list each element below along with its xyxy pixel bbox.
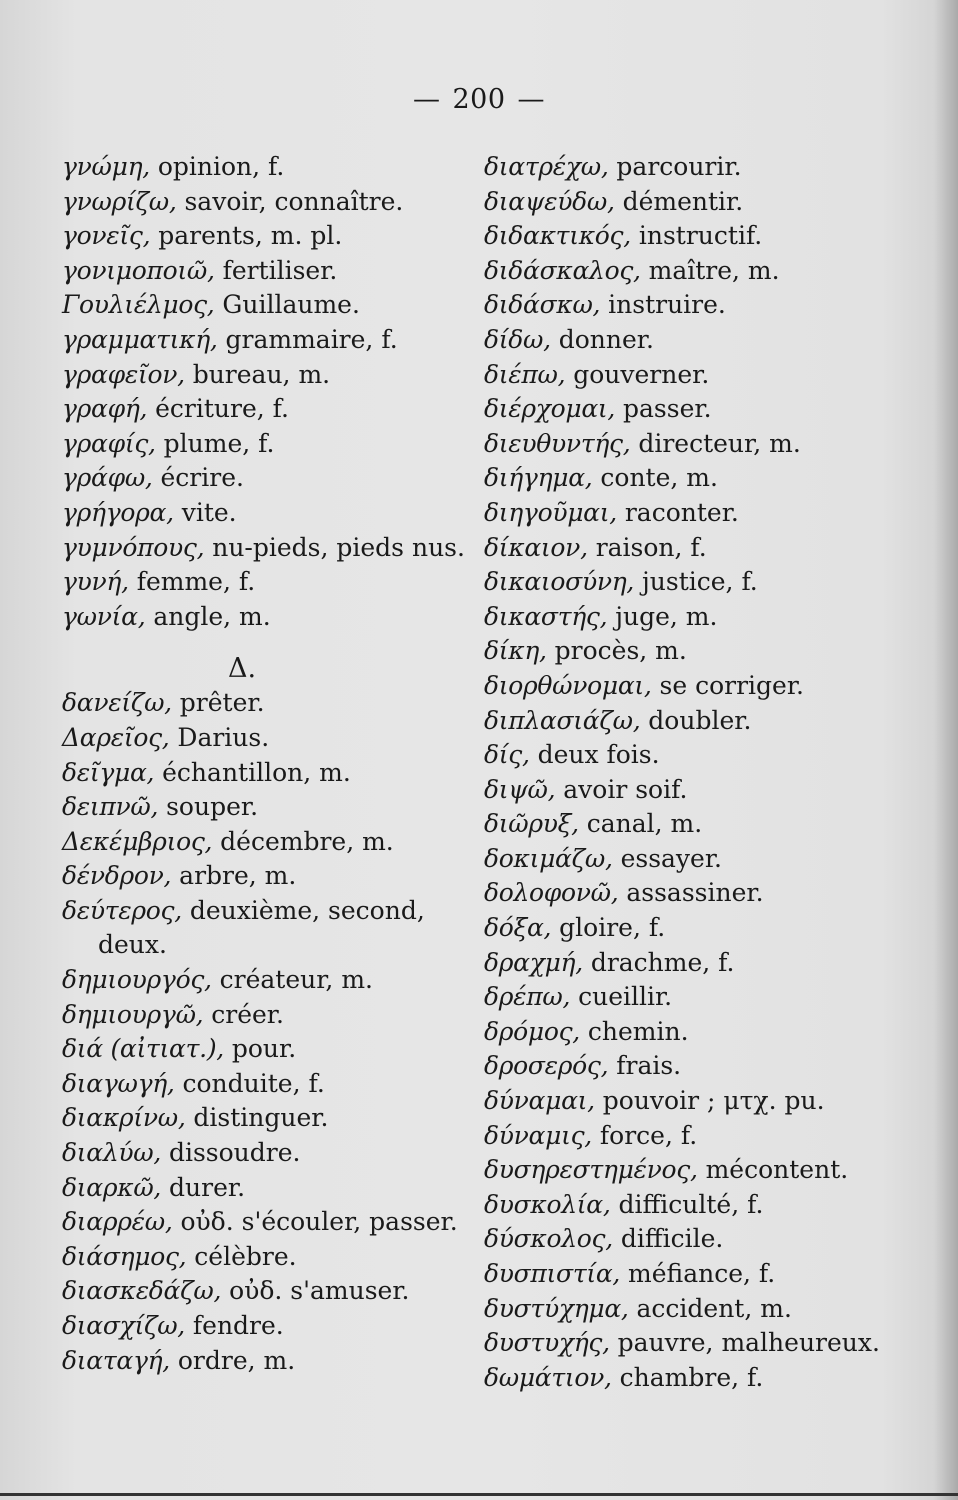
dictionary-entry: [484, 1292, 884, 1327]
dictionary-entry: [484, 427, 884, 462]
left-entries-delta: [62, 686, 462, 1378]
greek-headword: δραχμή,: [484, 947, 583, 977]
greek-headword: δυστυχής,: [484, 1328, 610, 1358]
dictionary-entry: [62, 392, 462, 427]
right-column: [484, 150, 884, 1395]
dictionary-entry: [62, 1240, 462, 1275]
greek-headword: διψῶ,: [484, 774, 556, 804]
french-translation: pour.: [231, 1034, 297, 1064]
greek-headword: γυμνόπους,: [62, 532, 205, 562]
dictionary-entry: [62, 1205, 462, 1240]
french-translation: οὐδ. s'écouler, passer.: [180, 1207, 458, 1237]
greek-headword: γονεῖς,: [62, 221, 151, 251]
dictionary-entry: [484, 1361, 884, 1396]
header-dash-right: —: [517, 84, 546, 115]
dictionary-entry: [62, 427, 462, 462]
dictionary-entry: [62, 859, 462, 894]
french-translation: pouvoir ; μτχ. pu.: [602, 1086, 825, 1116]
greek-headword: διέπω,: [484, 359, 566, 389]
dictionary-entry: [484, 1015, 884, 1050]
dictionary-entry: [484, 254, 884, 289]
greek-headword: διά (αἰτιατ.),: [62, 1034, 224, 1064]
dictionary-entry: [484, 1153, 884, 1188]
french-translation: cueillir.: [578, 982, 673, 1012]
french-translation: fertiliser.: [222, 255, 338, 285]
french-translation: grammaire, f.: [225, 324, 398, 354]
french-translation: passer.: [623, 394, 712, 424]
greek-headword: δίδω,: [484, 324, 551, 354]
greek-headword: δυσκολία,: [484, 1189, 611, 1219]
greek-headword: διακρίνω,: [62, 1103, 186, 1133]
french-translation: parents, m. pl.: [158, 221, 343, 251]
greek-headword: διαψεύδω,: [484, 186, 615, 216]
dictionary-entry: [62, 531, 465, 566]
dictionary-entry: [484, 565, 884, 600]
dictionary-entry: [62, 894, 462, 929]
dictionary-entry: [62, 998, 462, 1033]
dictionary-entry: [484, 669, 884, 704]
french-translation: force, f.: [599, 1120, 698, 1150]
dictionary-entry: [62, 825, 462, 860]
dictionary-entry: [62, 790, 462, 825]
greek-headword: δημιουργός,: [62, 965, 212, 995]
greek-headword: δεῖγμα,: [62, 757, 155, 787]
greek-headword: δύσκολος,: [484, 1224, 613, 1254]
dictionary-entry: [484, 358, 884, 393]
french-translation: durer.: [169, 1172, 246, 1202]
greek-headword: διάσημος,: [62, 1241, 187, 1271]
dictionary-entry: [484, 876, 884, 911]
dictionary-entry: [484, 150, 884, 185]
french-translation: ordre, m.: [177, 1345, 296, 1375]
french-translation: distinguer.: [193, 1103, 329, 1133]
french-translation: souper.: [166, 792, 259, 822]
french-translation: femme, f.: [136, 567, 256, 597]
greek-headword: δεύτερος,: [62, 895, 182, 925]
dictionary-entry: [62, 358, 462, 393]
dictionary-entry: [62, 1067, 462, 1102]
french-translation: avoir soif.: [563, 774, 688, 804]
french-translation: maître, m.: [648, 255, 780, 285]
greek-headword: δρόμος,: [484, 1016, 580, 1046]
french-translation: parcourir.: [616, 152, 742, 181]
dictionary-entry: [62, 185, 462, 220]
french-translation: gouverner.: [573, 359, 710, 389]
french-translation: gloire, f.: [559, 913, 666, 943]
french-translation: directeur, m.: [638, 428, 801, 458]
dictionary-entry: [484, 704, 884, 739]
french-translation: difficile.: [620, 1224, 724, 1254]
french-translation: Darius.: [177, 722, 270, 752]
page-number: 200: [452, 84, 506, 115]
greek-headword: γραμματική,: [62, 324, 218, 354]
french-translation: juge, m.: [615, 601, 718, 631]
greek-headword: Γουλιέλμος,: [62, 290, 215, 320]
french-translation: méfiance, f.: [628, 1259, 776, 1288]
french-translation: οὐδ. s'amuser.: [229, 1276, 410, 1306]
dictionary-entry: [484, 807, 884, 842]
french-translation: écrire.: [160, 463, 244, 493]
greek-headword: δίς,: [484, 740, 530, 770]
dictionary-entry: [62, 1309, 462, 1344]
left-entries-gamma: [62, 150, 465, 634]
greek-headword: γνωρίζω,: [62, 186, 177, 216]
greek-headword: γραφίς,: [62, 428, 156, 458]
french-translation: bureau, m.: [192, 359, 331, 389]
french-translation: dissoudre.: [168, 1138, 301, 1168]
section-heading-delta: Δ.: [227, 653, 257, 685]
french-translation: démentir.: [622, 186, 744, 216]
page-bottom-edge: [0, 1493, 958, 1496]
french-translation: écriture, f.: [155, 394, 289, 424]
dictionary-entry: [484, 323, 884, 358]
french-translation: mécontent.: [705, 1155, 849, 1185]
dictionary-entry: [484, 600, 884, 635]
dictionary-entry: [484, 946, 884, 981]
dictionary-entry: [62, 1171, 462, 1206]
french-translation: doubler.: [648, 705, 752, 735]
greek-headword: διατρέχω,: [484, 152, 609, 181]
greek-headword: διδάσκω,: [484, 290, 601, 320]
french-translation: fendre.: [192, 1311, 284, 1340]
dictionary-entry: [484, 496, 884, 531]
french-translation: arbre, m.: [179, 861, 297, 891]
greek-headword: δυσηρεστημένος,: [484, 1155, 698, 1185]
french-translation: chambre, f.: [619, 1362, 764, 1392]
dictionary-entry: [484, 1119, 884, 1154]
french-translation: procès, m.: [554, 636, 687, 666]
dictionary-entry: [62, 496, 462, 531]
french-translation: justice, f.: [642, 567, 758, 597]
greek-headword: διῶρυξ,: [484, 809, 579, 839]
french-translation: nu-pieds, pieds nus.: [212, 532, 465, 562]
french-translation: raconter.: [624, 497, 739, 527]
greek-headword: γραφή,: [62, 394, 148, 424]
dictionary-entry: [484, 738, 884, 773]
french-translation: opinion, f.: [157, 152, 285, 181]
greek-headword: δοκιμάζω,: [484, 843, 613, 873]
french-translation: deux fois.: [537, 740, 660, 770]
french-translation: deux.: [98, 930, 167, 960]
page-number-header: [0, 84, 958, 115]
dictionary-entry: [62, 1101, 462, 1136]
greek-headword: διασχίζω,: [62, 1311, 185, 1340]
greek-headword: διασκεδάζω,: [62, 1276, 222, 1306]
dictionary-entry: [62, 461, 462, 496]
greek-headword: δροσερός,: [484, 1051, 609, 1081]
greek-headword: δίκη,: [484, 636, 547, 666]
french-translation: savoir, connaître.: [184, 186, 404, 216]
french-translation: instruire.: [608, 290, 726, 320]
dictionary-entry: [484, 392, 884, 427]
dictionary-entry: [484, 185, 884, 220]
page-edge-shadow: [934, 0, 958, 1500]
french-translation: se corriger.: [659, 670, 805, 700]
greek-headword: Δαρεῖος,: [62, 722, 170, 752]
french-translation: conduite, f.: [182, 1068, 325, 1098]
dictionary-entry: [62, 254, 462, 289]
french-translation: canal, m.: [586, 809, 703, 839]
french-translation: instructif.: [638, 221, 763, 251]
dictionary-entry: [62, 1344, 462, 1379]
dictionary-entry: [62, 600, 462, 635]
dictionary-entry: [62, 323, 462, 358]
french-translation: échantillon, m.: [162, 757, 351, 787]
right-entries-delta: [484, 150, 884, 1395]
greek-headword: δανείζω,: [62, 688, 172, 718]
french-translation: décembre, m.: [220, 826, 394, 856]
dictionary-entry: [484, 773, 884, 808]
french-translation: donner.: [558, 324, 654, 354]
french-translation: frais.: [616, 1051, 682, 1081]
greek-headword: διδακτικός,: [484, 221, 631, 251]
greek-headword: διαγωγή,: [62, 1068, 175, 1098]
greek-headword: διηγοῦμαι,: [484, 497, 617, 527]
greek-headword: δημιουργῶ,: [62, 999, 204, 1029]
french-translation: créer.: [211, 999, 284, 1029]
dictionary-entry: [484, 1188, 884, 1223]
greek-headword: γωνία,: [62, 601, 146, 631]
french-translation: Guillaume.: [222, 290, 360, 320]
dictionary-entry: [484, 980, 884, 1015]
greek-headword: δυστύχημα,: [484, 1293, 629, 1323]
french-translation: vite.: [181, 497, 237, 527]
greek-headword: δικαιοσύνη,: [484, 567, 635, 597]
greek-headword: δυσπιστία,: [484, 1259, 621, 1288]
french-translation: plume, f.: [163, 428, 275, 458]
french-translation: pauvre, malheureux.: [617, 1328, 880, 1358]
french-translation: chemin.: [587, 1016, 689, 1046]
greek-headword: διαλύω,: [62, 1138, 162, 1168]
greek-headword: γρήγορα,: [62, 497, 174, 527]
french-translation: drachme, f.: [590, 947, 735, 977]
greek-headword: γραφεῖον,: [62, 359, 185, 389]
dictionary-entry: [484, 1257, 884, 1292]
greek-headword: διαταγή,: [62, 1345, 170, 1375]
greek-headword: δολοφονῶ,: [484, 878, 619, 908]
header-dash-left: —: [412, 84, 441, 115]
french-translation: raison, f.: [595, 532, 707, 562]
left-column: [62, 150, 465, 1378]
greek-headword: διαρκῶ,: [62, 1172, 162, 1202]
dictionary-entry: [62, 686, 462, 721]
french-translation: deuxième, second,: [189, 895, 425, 925]
dictionary-entry: [62, 1274, 462, 1309]
dictionary-entry: [484, 219, 884, 254]
french-translation: célèbre.: [194, 1241, 297, 1271]
french-translation: assassiner.: [626, 878, 764, 908]
dictionary-entry: [62, 1136, 462, 1171]
french-translation: difficulté, f.: [618, 1189, 764, 1219]
dictionary-entry: [62, 963, 462, 998]
dictionary-entry: [62, 150, 462, 185]
greek-headword: δωμάτιον,: [484, 1362, 612, 1392]
french-translation: créateur, m.: [219, 965, 373, 995]
greek-headword: διαρρέω,: [62, 1207, 173, 1237]
dictionary-entry: [484, 1049, 884, 1084]
greek-headword: δειπνῶ,: [62, 792, 159, 822]
dictionary-entry: [484, 531, 884, 566]
dictionary-entry: [484, 1084, 884, 1119]
greek-headword: δόξα,: [484, 913, 552, 943]
greek-headword: δύναμις,: [484, 1120, 592, 1150]
dictionary-entry: [62, 721, 462, 756]
french-translation: essayer.: [620, 843, 723, 873]
dictionary-entry: [484, 461, 884, 496]
dictionary-entry: [484, 634, 884, 669]
greek-headword: δένδρον,: [62, 861, 172, 891]
greek-headword: Δεκέμβριος,: [62, 826, 213, 856]
dictionary-entry: [484, 1222, 884, 1257]
greek-headword: γονιμοποιῶ,: [62, 255, 215, 285]
greek-headword: γυνή,: [62, 567, 129, 597]
greek-headword: διέρχομαι,: [484, 394, 616, 424]
dictionary-entry: [484, 1326, 884, 1361]
dictionary-entry: [62, 288, 462, 323]
greek-headword: γράφω,: [62, 463, 153, 493]
greek-headword: δικαστής,: [484, 601, 608, 631]
french-translation: prêter.: [179, 688, 265, 718]
greek-headword: δίκαιον,: [484, 532, 588, 562]
greek-headword: διορθώνομαι,: [484, 670, 652, 700]
greek-headword: γνώμη,: [62, 152, 150, 181]
dictionary-entry: [62, 219, 462, 254]
greek-headword: διδάσκαλος,: [484, 255, 641, 285]
greek-headword: διήγημα,: [484, 463, 593, 493]
greek-headword: δύναμαι,: [484, 1086, 595, 1116]
greek-headword: δρέπω,: [484, 982, 571, 1012]
dictionary-entry: [62, 565, 462, 600]
greek-headword: διευθυντής,: [484, 428, 631, 458]
dictionary-entry: [62, 756, 462, 791]
greek-headword: διπλασιάζω,: [484, 705, 641, 735]
dictionary-entry: [484, 911, 884, 946]
french-translation: angle, m.: [153, 601, 271, 631]
french-translation: accident, m.: [636, 1293, 792, 1323]
dictionary-entry: [484, 842, 884, 877]
dictionary-entry-continuation: [62, 928, 462, 963]
dictionary-entry: [484, 288, 884, 323]
french-translation: conte, m.: [600, 463, 718, 493]
dictionary-entry: [62, 1032, 462, 1067]
